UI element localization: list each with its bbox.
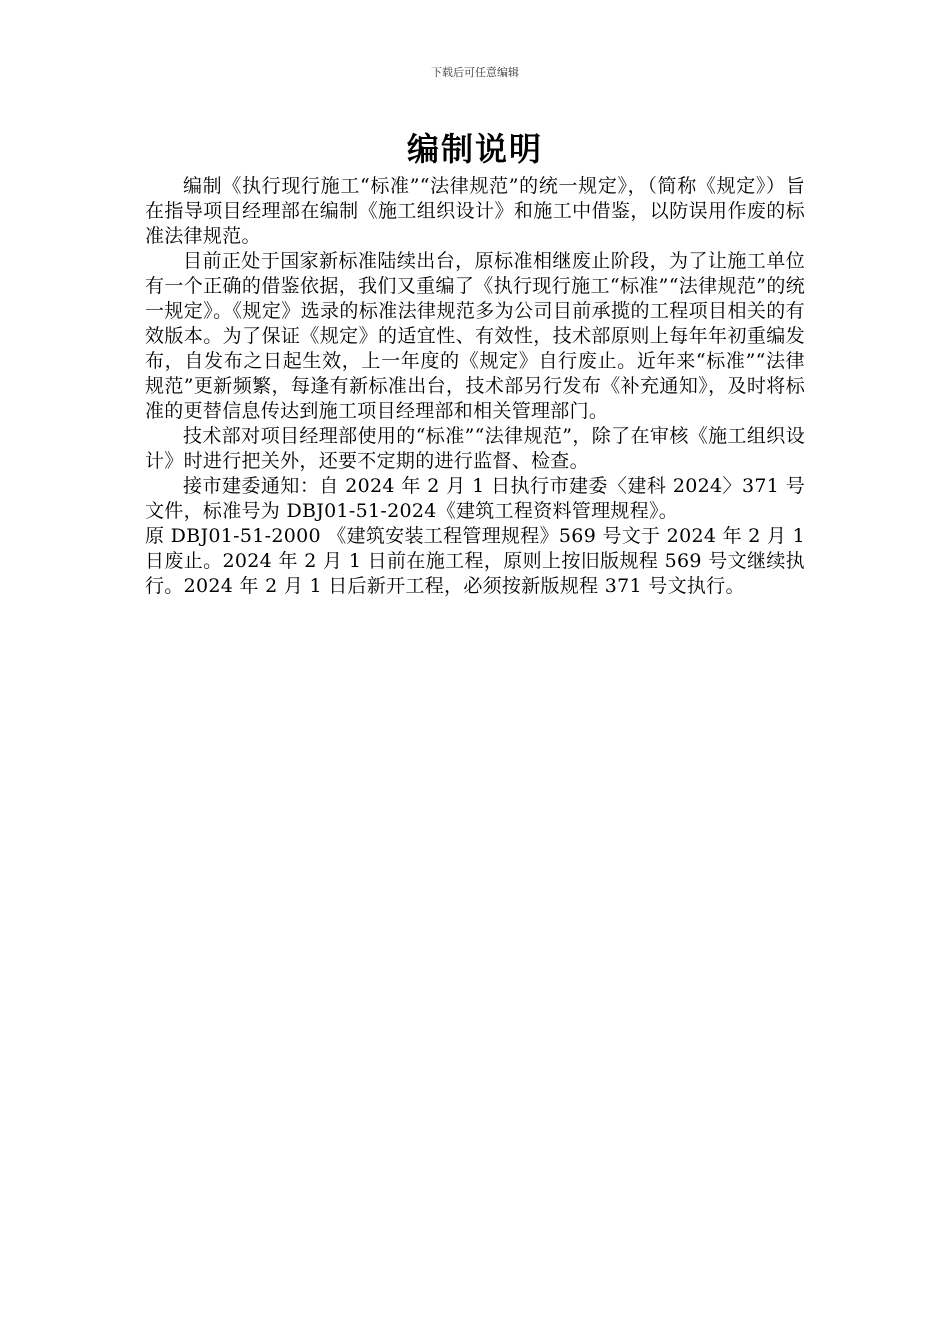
page-title: 编制说明 <box>406 130 543 168</box>
paragraph-background: 目前正处于国家新标准陆续出台，原标准相继废止阶段，为了让施工单位有一个正确的借鉴依据，我们又重编了《执行现行施工“标准”“法律规范”的统一规定》。《规定》选录的标准法律规范多为公司目前承揽的工程项目相关的有效版本。为了保证《规定》的适宜性、有效性，技术部原则上每年年初重编发布，自发布之日起生效，上一年度的《规定》自行废止。近年来“标准”“法律规范”更新频繁，每逢有新标准出台，技术部另行发布《补充通知》，及时将标准的更替信息传达到施工项目经理部和相关管理部门。 <box>145 250 805 422</box>
paragraph-supervision: 技术部对项目经理部使用的“标准”“法律规范”，除了在审核《施工组织设计》时进行把关外，还要不定期的进行监督、检查。 <box>145 425 805 472</box>
paragraph-purpose: 编制《执行现行施工“标准”“法律规范”的统一规定》，（简称《规定》）旨在指导项目经理部在编制《施工组织设计》和施工中借鉴，以防误用作废的标准法律规范。 <box>145 175 805 247</box>
paragraph-notice: 接市建委通知：自 2024 年 2 月 1 日执行市建委〈建科 2024〉371 号文件，标准号为 DBJ01-51-2024《建筑工程资料管理规程》。 <box>145 475 805 522</box>
paragraph-abolition: 原 DBJ01-51-2000 《建筑安装工程管理规程》569 号文于 2024 年 2 月 1 日废止。2024 年 2 月 1 日前在施工程，原则上按旧版规程 569 号文继续执行。2024 年 2 月 1 日后新开工程，必须按新版规程 371 号文执行。 <box>145 525 805 597</box>
header-note: 下载后可任意编辑 <box>431 66 519 79</box>
document-body <box>145 174 805 599</box>
